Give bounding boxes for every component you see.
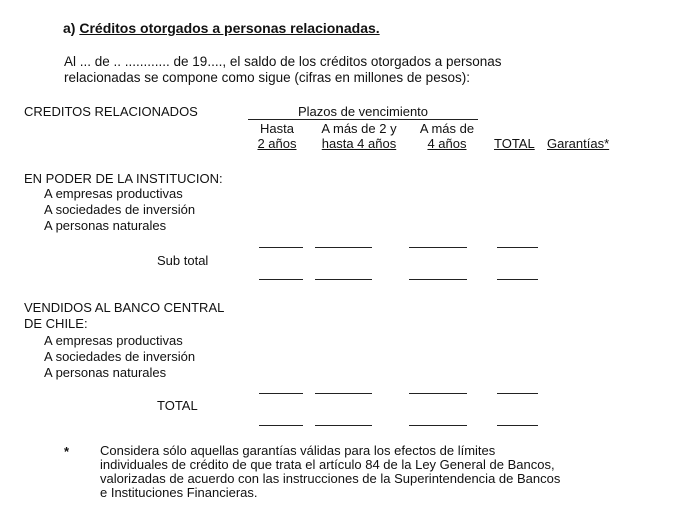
footnote-line-4: e Instituciones Financieras. <box>100 485 258 500</box>
footnote-line-2: individuales de crédito de que trata el artículo 84 de la Ley General de Bancos, <box>100 457 555 472</box>
col-5-bottom: Garantías* <box>547 136 610 151</box>
intro-line-2: relacionadas se compone como sigue (cifras en millones de pesos): <box>64 70 470 85</box>
group-header-rule <box>248 119 478 120</box>
subtotal-rule-bottom <box>497 279 538 280</box>
total-rule-bottom <box>315 425 372 426</box>
total-rule-top <box>259 393 303 394</box>
col-1-bottom: 2 años <box>257 136 297 151</box>
col-3-bottom: 4 años <box>427 136 467 151</box>
col-header-5 <box>547 136 609 151</box>
total-rule-bottom <box>259 425 303 426</box>
subtotal-rule-bottom <box>409 279 467 280</box>
col-1-top: Hasta <box>260 121 294 136</box>
total-rule-top <box>315 393 372 394</box>
total-rule-top <box>409 393 467 394</box>
col-header-4 <box>494 136 535 151</box>
footnote-marker: * <box>64 444 70 459</box>
total-label: TOTAL <box>157 398 198 413</box>
section-1-item: A empresas productivas <box>44 186 183 201</box>
subtotal-rule-top <box>409 247 467 248</box>
col-header-3 <box>412 121 482 151</box>
group-header <box>248 104 478 119</box>
section-2-title-1: VENDIDOS AL BANCO CENTRAL <box>24 300 225 315</box>
section-1-title: EN PODER DE LA INSTITUCION: <box>24 171 223 186</box>
total-rule-bottom <box>497 425 538 426</box>
subtotal-rule-bottom <box>315 279 372 280</box>
subtotal-label: Sub total <box>157 253 209 268</box>
footnote-line-3: valorizadas de acuerdo con las instrucciones de la Superintendencia de Bancos <box>100 471 561 486</box>
heading-letter: a) <box>63 20 76 36</box>
section-1-item: A personas naturales <box>44 218 167 233</box>
total-rule-bottom <box>409 425 467 426</box>
section-heading <box>63 20 380 36</box>
footnote-line-1: Considera sólo aquellas garantías válidas para los efectos de límites <box>100 443 496 458</box>
section-2-item: A sociedades de inversión <box>44 349 196 364</box>
section-2-item: A personas naturales <box>44 365 167 380</box>
subtotal-rule-bottom <box>259 279 303 280</box>
section-2-item: A empresas productivas <box>44 333 183 348</box>
intro-line-1: Al ... de .. ............ de 19...., el saldo de los créditos otorgados a personas <box>64 54 502 69</box>
section-1-item: A sociedades de inversión <box>44 202 196 217</box>
col-header-1 <box>252 121 302 151</box>
col-header-2 <box>313 121 405 151</box>
section-2-title-2: DE CHILE: <box>24 316 88 331</box>
col-3-top: A más de <box>419 121 475 136</box>
intro-paragraph <box>64 54 624 86</box>
footnote-text <box>100 444 620 500</box>
col-4-bottom: TOTAL <box>494 136 535 151</box>
subtotal-rule-top <box>497 247 538 248</box>
subtotal-rule-top <box>259 247 303 248</box>
subtotal-rule-top <box>315 247 372 248</box>
heading-text: Créditos otorgados a personas relacionadas. <box>79 20 380 36</box>
total-rule-top <box>497 393 538 394</box>
group-header-label: Plazos de vencimiento <box>297 104 429 119</box>
col-2-bottom: hasta 4 años <box>321 136 397 151</box>
col-2-top: A más de 2 y <box>321 121 397 136</box>
row-header: CREDITOS RELACIONADOS <box>24 104 198 119</box>
